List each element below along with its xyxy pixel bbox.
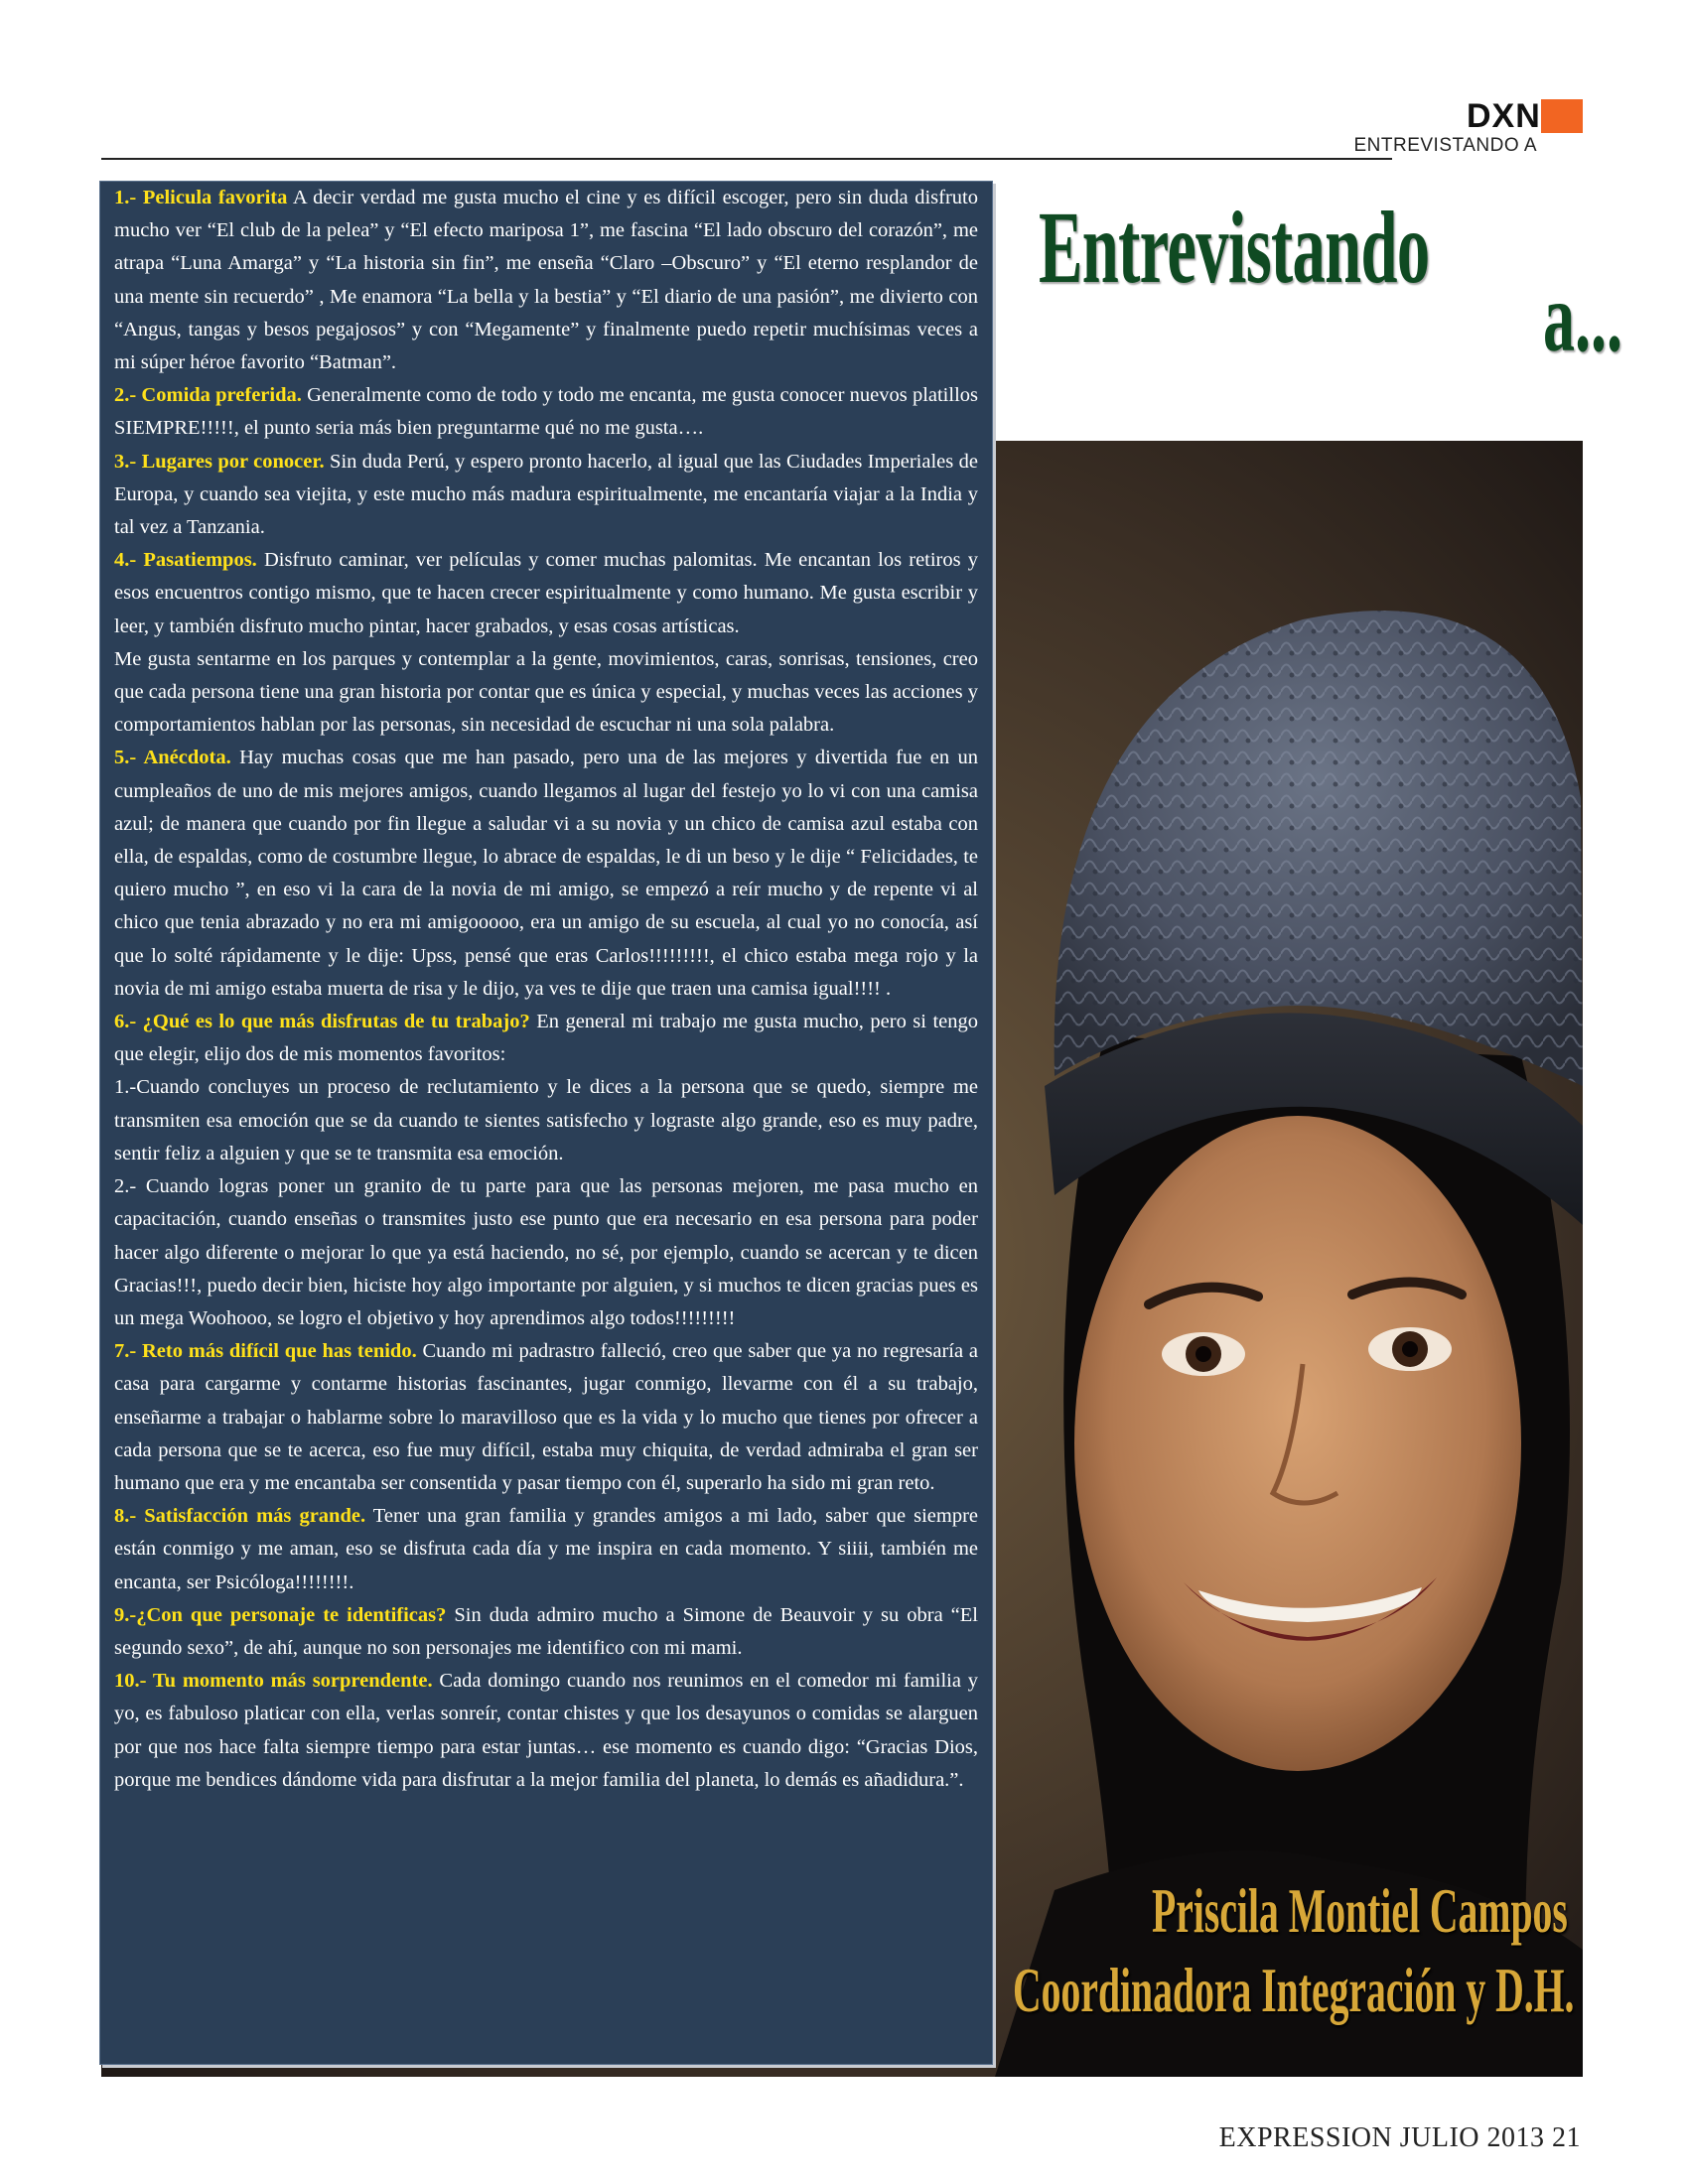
question-2: 2.- Comida preferida. [114, 384, 302, 407]
answer-9 [114, 1599, 978, 1665]
answer-2 [114, 379, 978, 445]
question-5: 5.- Anécdota. [114, 747, 231, 769]
answer-10-text: Cada domingo cuando nos reunimos en el comedor mi familia y yo, es fabuloso platicar con ella, verlas sonreír, contar chistes y que los desayunos o comidas se alarguen por que nos hace falta siempre tiempo para estar juntas… ese momento es cuando digo: “Gracias Dios, porque me bendices dándome vida para disfrutar a la mejor familia del planeta, lo demás es añadidura.”. [114, 1670, 979, 1791]
answer-9-text: Sin duda admiro mucho a Simone de Beauvoir y su obra “El segundo sexo”, de ahí, aunque no son personajes me identifico con mi mami. [114, 1603, 978, 1659]
question-6: 6.- ¿Qué es lo que más disfrutas de tu trabajo? [114, 1011, 530, 1033]
caption-name: Priscila Montiel Campos [1152, 1875, 1568, 1946]
answer-6-item-2: 2.- Cuando logras poner un granito de tu parte para que las personas mejoren, me pasa mucho en capacitación, cuando enseñas o transmites justo ese punto que era necesario en esa persona para poder hacer algo diferente o mejorar lo que ya está haciendo, no sé, por ejemplo, cuando se acercan y te dicen Gracias!!!, puedo decir bien, hiciste hoy algo importante por alguien, y si muchos te dicen gracias pues es un mega Woohooo, se logro el objetivo y hoy aprendimos algo todos!!!!!!!!! [114, 1175, 978, 1329]
answer-5-text: Hay muchas cosas que me han pasado, pero una de las mejores y divertida fue en un cumpleaños de uno de mis mejores amigos, cuando llegamos al lugar del festejo yo lo vi con una camisa azul; de manera que cuando por fin llegue a saludar vi a su novia y un chico de camisa azul estaba con ella, de espaldas, como de costumbre llegue, lo abrace de espaldas, le di un beso y le dije “ Felicidades, te quiero mucho ”, en eso vi la cara de la novia de mi amigo, se empezó a reír mucho y de repente vi al chico que tenia abrazado y no era mi amigooooo, era un amigo de su escuela, al cual yo no conocía, así que lo solté rápidamente y le dije: Upss, pensé que eras Carlos!!!!!!!!!, el chico estaba mega rojo y la novia de mi amigo estaba muerta de risa y le dijo, ya ves te dije que traen una camisa igual!!!! . [114, 747, 978, 1000]
section-label: ENTREVISTANDO A [1353, 135, 1537, 156]
question-7: 7.- Reto más difícil que has tenido. [114, 1340, 417, 1363]
answer-6-item-1: 1.-Cuando concluyes un proceso de reclutamiento y le dices a la persona que se quedo, siempre me transmiten esa emoción que se da cuando te sientes satisfecho y lograste algo grande, eso es muy padre, sentir feliz a alguien y que se te transmita esa emoción. [114, 1076, 978, 1164]
answer-10 [114, 1665, 978, 1797]
question-3: 3.- Lugares por conocer. [114, 450, 325, 473]
answer-5 [114, 742, 978, 1006]
header-rule [101, 158, 1392, 160]
question-9: 9.-¿Con que personaje te identificas? [114, 1603, 447, 1626]
brand-logo: DXN [1467, 97, 1541, 135]
answer-1 [114, 182, 978, 379]
page-footer: EXPRESSION JULIO 2013 21 [1218, 2122, 1581, 2153]
answer-1-text: A decir verdad me gusta mucho el cine y es difícil escoger, pero sin duda disfruto mucho ver “El club de la pelea” y “El efecto mariposa 1”, me fascina “El lado obscuro del corazón”, me atrapa “Luna Amarga” y “La historia sin fin”, me enseña “Claro –Obscuro” y “El eterno resplandor de una mente sin recuerdo” , Me enamora “La bella y la bestia” y “El diario de una pasión”, me divierto con “Angus, tangas y besos pegajosos” y con “Megamente” y finalmente puedo repetir muchísimas veces a mi súper héroe favorito “Batman”. [114, 187, 978, 374]
answer-3 [114, 446, 978, 545]
page-title-suffix: a... [1543, 262, 1622, 372]
answer-4-text: Disfruto caminar, ver películas y comer muchas palomitas. Me encantan los retiros y esos encuentros contigo mismo, que te hacen crecer espiritualmente y como humano. Me gusta escribir y leer, y también disfruto mucho pintar, hacer grabados, y esas cosas artísticas. [114, 549, 979, 637]
answer-8 [114, 1500, 978, 1599]
answer-7 [114, 1335, 978, 1500]
answer-3-text: Sin duda Perú, y espero pronto hacerlo, al igual que las Ciudades Imperiales de Europa, y cuando sea viejita, y este mucho más madura espiritualmente, me encantaría viajar a la India y tal vez a Tanzania. [114, 450, 978, 539]
answer-4-continued: Me gusta sentarme en los parques y contemplar a la gente, movimientos, caras, sonrisas, tensiones, creo que cada persona tiene una gran historia por contar que es única y especial, y muchas veces las acciones y comportamientos hablan por las personas, sin necesidad de escuchar ni una sola palabra. [114, 647, 978, 737]
answer-2-text: Generalmente como de todo y todo me encanta, me gusta conocer nuevos platillos SIEMPRE!!!!!, el punto seria más bien preguntarme qué no me gusta…. [114, 384, 978, 440]
question-8: 8.- Satisfacción más grande. [114, 1505, 366, 1528]
interview-text-panel [99, 181, 993, 2065]
answer-6-text: En general mi trabajo me gusta mucho, pero si tengo que elegir, elijo dos de mis momentos favoritos: [114, 1011, 978, 1066]
caption-role: Coordinadora Integración y D.H. [1013, 1955, 1575, 2025]
answer-4 [114, 544, 978, 643]
question-10: 10.- Tu momento más sorprendente. [114, 1670, 433, 1693]
question-4: 4.- Pasatiempos. [114, 549, 257, 572]
answer-8-text: Tener una gran familia y grandes amigos a mi lado, saber que siempre están conmigo y me aman, eso se disfruta cada día y me inspira en cada momento. Y siiii, también me encanta, ser Psicóloga!!!!!!!!. [114, 1505, 979, 1593]
brand-orange-square [1541, 99, 1583, 133]
answer-7-text: Cuando mi padrastro falleció, creo que saber que ya no regresaría a casa para cargarme y contarme historias fascinantes, jugar conmigo, llevarme con él a su trabajo, enseñarme a trabajar o hablarme sobre lo maravilloso que es la vida y lo mucho que tienes por ofrecer a cada persona que se te acerca, eso fue muy difícil, estaba muy chiquita, de verdad admiraba el gran ser humano que era y me encantaba ser consentida y pasar tiempo con él, superarlo ha sido mi gran reto. [114, 1340, 978, 1494]
answer-6 [114, 1006, 978, 1071]
question-1: 1.- Pelicula favorita [114, 187, 288, 208]
page-title: Entrevistando [1039, 191, 1430, 305]
